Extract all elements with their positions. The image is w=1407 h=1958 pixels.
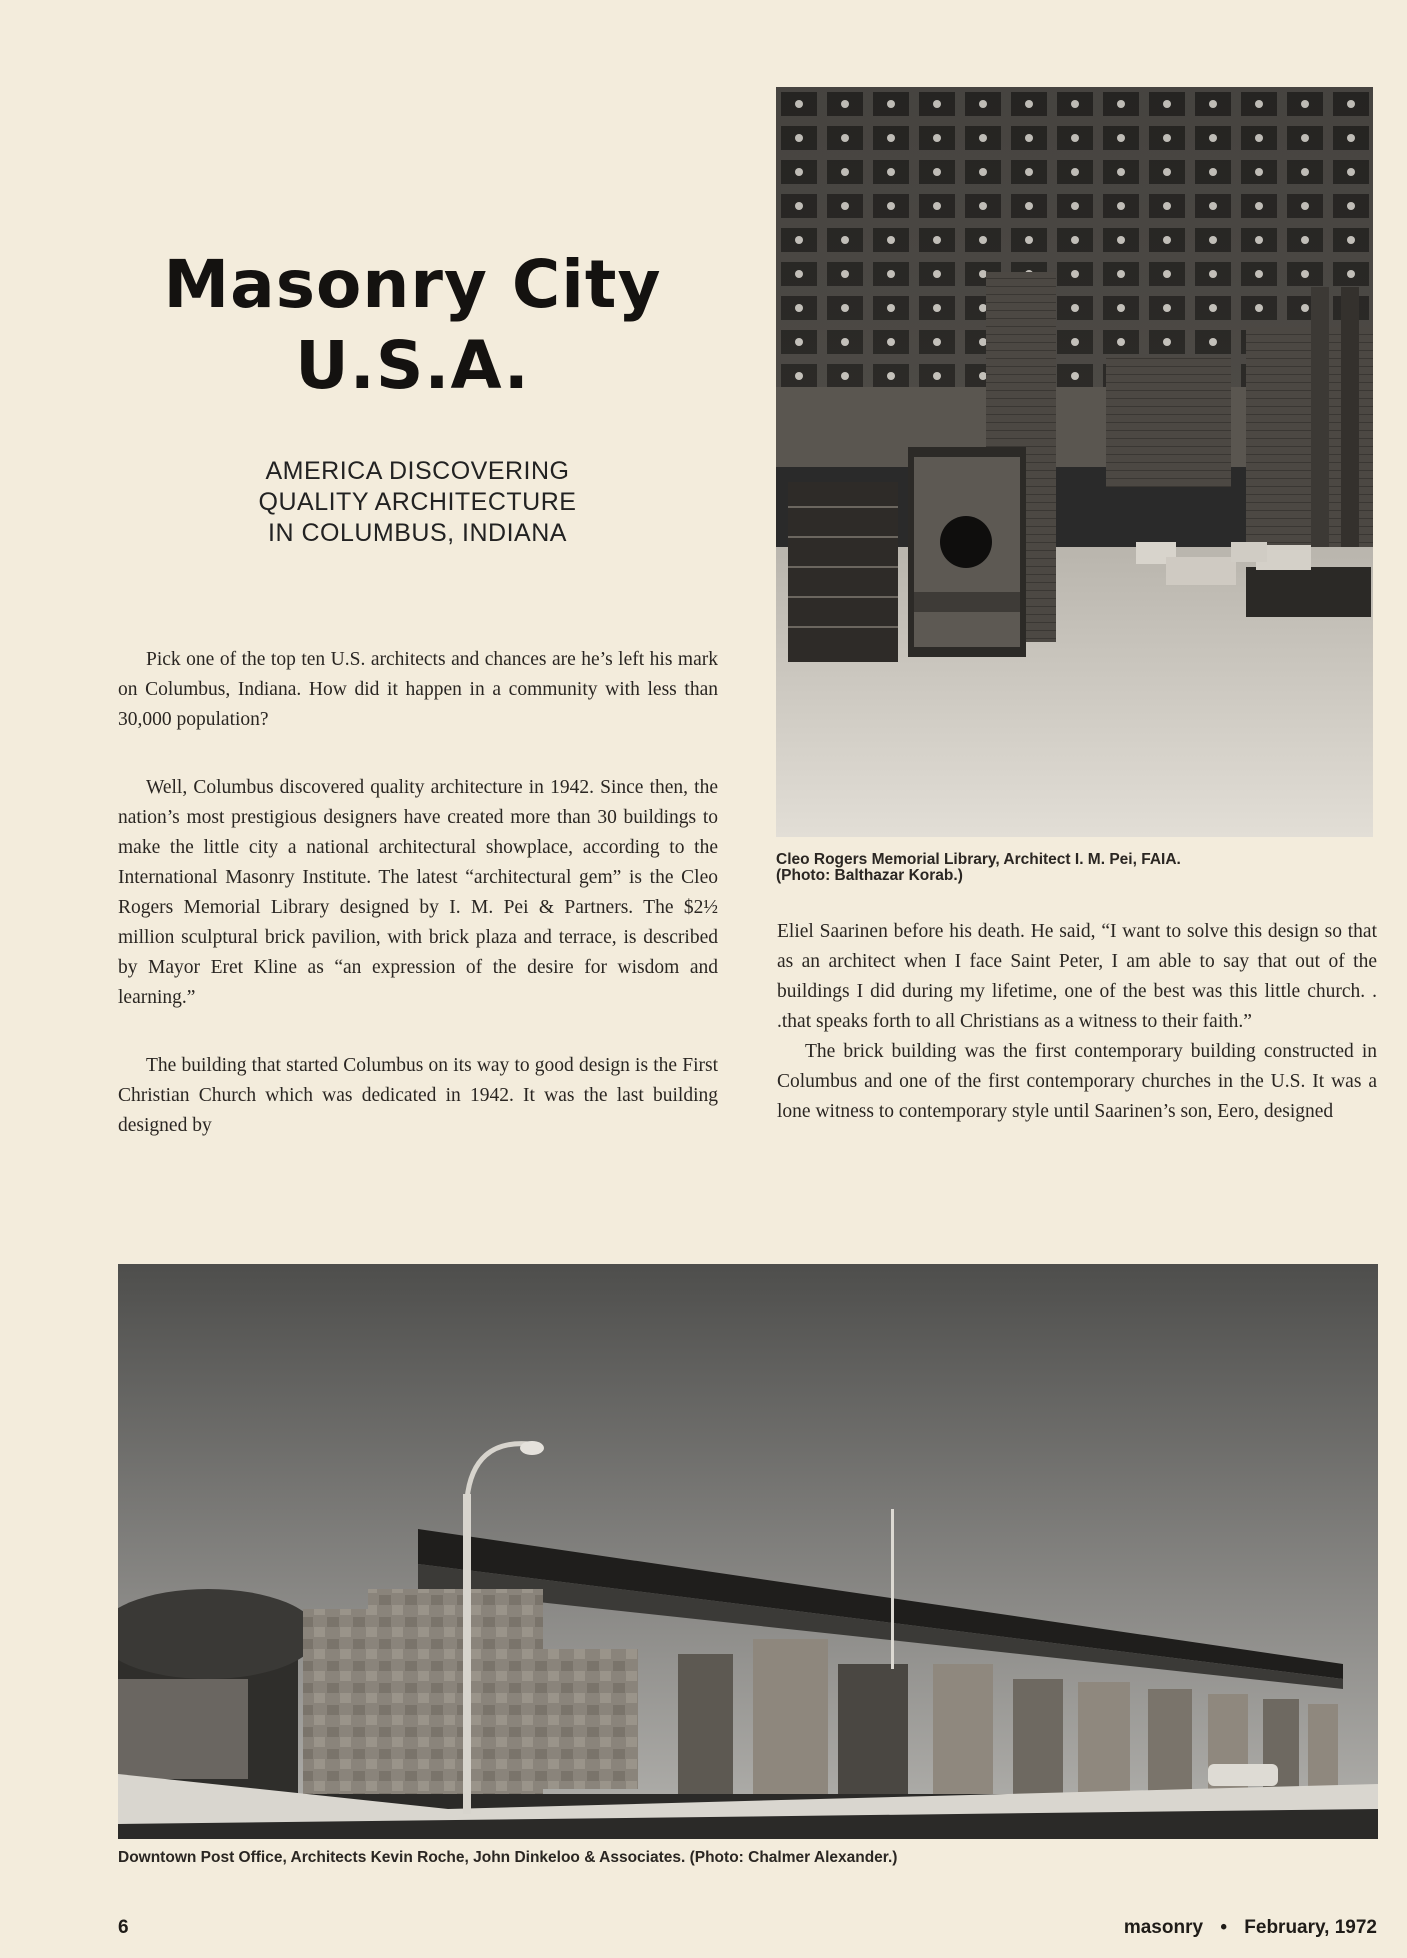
subtitle-line-2: QUALITY ARCHITECTURE [258,488,577,516]
subtitle-line-1: AMERICA DISCOVERING [265,457,570,485]
library-caption [776,852,1376,884]
page-number: 6 [118,1917,129,1938]
issue-date: February, 1972 [1244,1917,1377,1938]
library-caption-line-1: Cleo Rogers Memorial Library, Architect I. M. Pei, FAIA. [776,851,1181,868]
article-title [105,245,720,406]
library-interior-image [776,87,1373,837]
left-column [118,645,718,1141]
post-office-image [118,1264,1378,1839]
footer-publication [1124,1917,1377,1939]
right-column [777,917,1377,1127]
left-paragraph-3: The building that started Columbus on its way to good design is the First Christian Church which was dedicated in 1942. It was the last building designed by [118,1055,718,1136]
footer-separator: • [1220,1917,1227,1938]
library-caption-line-2: (Photo: Balthazar Korab.) [776,867,963,884]
left-paragraph-1: Pick one of the top ten U.S. architects and chances are he’s left his mark on Columbus, Indiana. How did it happen in a community with less than 30,000 population? [118,649,718,730]
article-subtitle [210,456,625,549]
right-paragraph-2: The brick building was the first contemporary building constructed in Columbus and one of the first contemporary churches in the U.S. It was a lone witness to contemporary style until Saarinen’s son, Eero, designed [777,1041,1377,1122]
right-paragraph-1: Eliel Saarinen before his death. He said, “I want to solve this design so that as an architect when I face Saint Peter, I am able to say that out of the buildings I did during my lifetime, one of the best was this little church. . .that speaks forth to all Christians as a witness to their faith.” [777,921,1377,1032]
title-line-1: Masonry City [163,246,662,323]
subtitle-line-3: IN COLUMBUS, INDIANA [268,519,567,547]
magazine-name: masonry [1123,1917,1204,1938]
post-office-caption: Downtown Post Office, Architects Kevin Roche, John Dinkeloo & Associates. (Photo: Chalmer Alexander.) [118,1849,898,1866]
title-line-2: U.S.A. [295,326,530,404]
library-photo [776,87,1373,837]
post-office-photo [118,1264,1378,1839]
left-paragraph-2: Well, Columbus discovered quality architecture in 1942. Since then, the nation’s most prestigious designers have created more than 30 buildings to make the little city a national architectural showplace, according to the International Masonry Institute. The latest “architectural gem” is the Cleo Rogers Memorial Library designed by I. M. Pei & Partners. The $2½ million sculptural brick pavilion, with brick plaza and terrace, is described by Mayor Eret Kline as “an expression of the desire for wisdom and learning.” [118,777,718,1008]
